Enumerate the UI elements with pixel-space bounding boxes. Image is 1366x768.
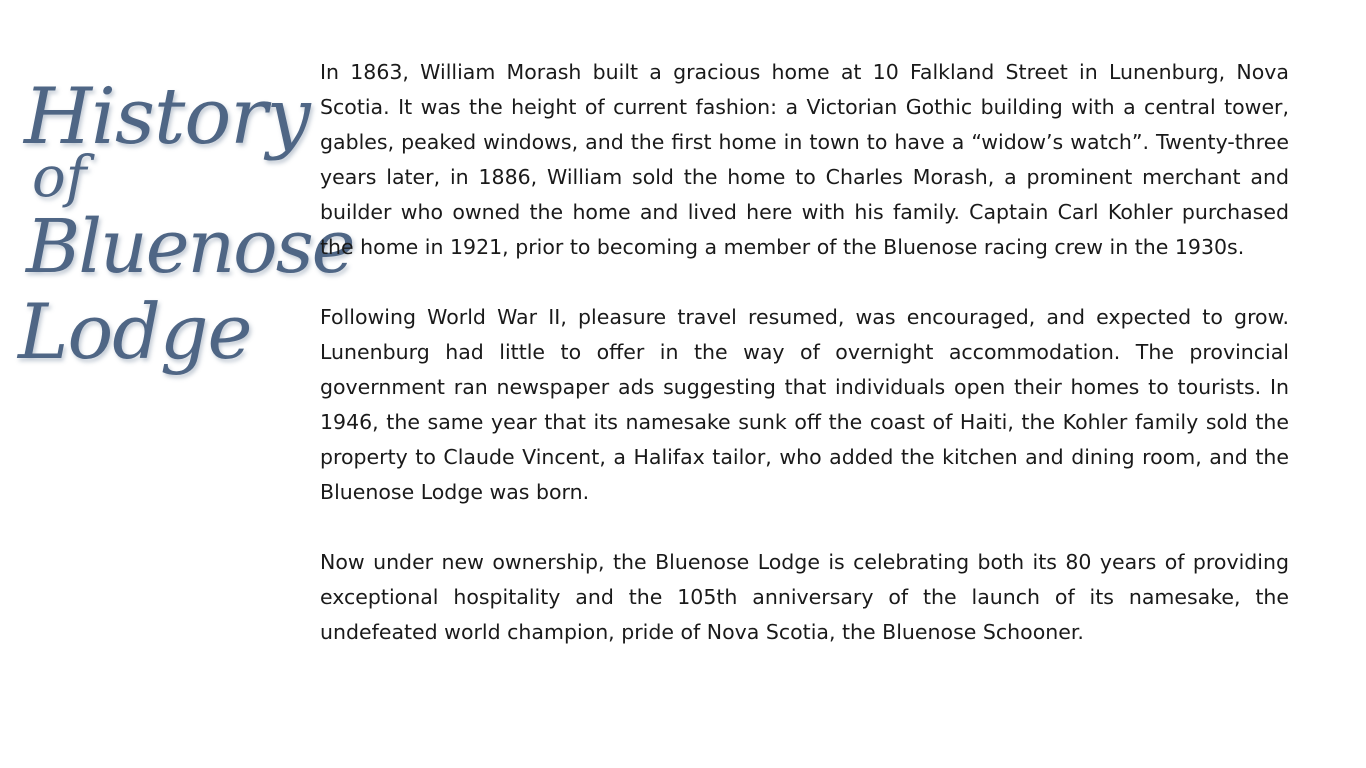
title-line-of: of (32, 145, 87, 210)
paragraph-1: In 1863, William Morash built a gracious home at 10 Falkland Street in Lunenburg, Nova Scotia. It was the height of current fashion: a Victorian Gothic building with a central tower, gables, peaked windows, and the first home in town to have a “widow’s watch”. Twenty-three years later, in 1886, William sold the home to Charles Morash, a prominent merchant and builder who owned the home and lived here with his family. Captain Carl Kohler purchased the home in 1921, prior to becoming a member of the Bluenose racing crew in the 1930s. (320, 60, 1289, 259)
history-text (320, 55, 1289, 685)
paragraph-2: Following World War II, pleasure travel resumed, was encouraged, and expected to grow. Lunenburg had little to offer in the way of overnight accommodation. The provincial government ran newspaper ads suggesting that individuals open their homes to tourists. In 1946, the same year that its namesake sunk off the coast of Haiti, the Kohler family sold the property to Claude Vincent, a Halifax tailor, who added the kitchen and dining room, and the Bluenose Lodge was born. (320, 305, 1289, 504)
page-title (18, 72, 354, 376)
title-line-bluenose: Bluenose (26, 204, 354, 290)
title-line-lodge: Lodge (18, 287, 252, 376)
paragraph-3: Now under new ownership, the Bluenose Lodge is celebrating both its 80 years of providing exceptional hospitality and the 105th anniversary of the launch of its namesake, the undefeated world champion, pride of Nova Scotia, the Bluenose Schooner. (320, 550, 1289, 644)
title-line-history: History (24, 72, 310, 162)
